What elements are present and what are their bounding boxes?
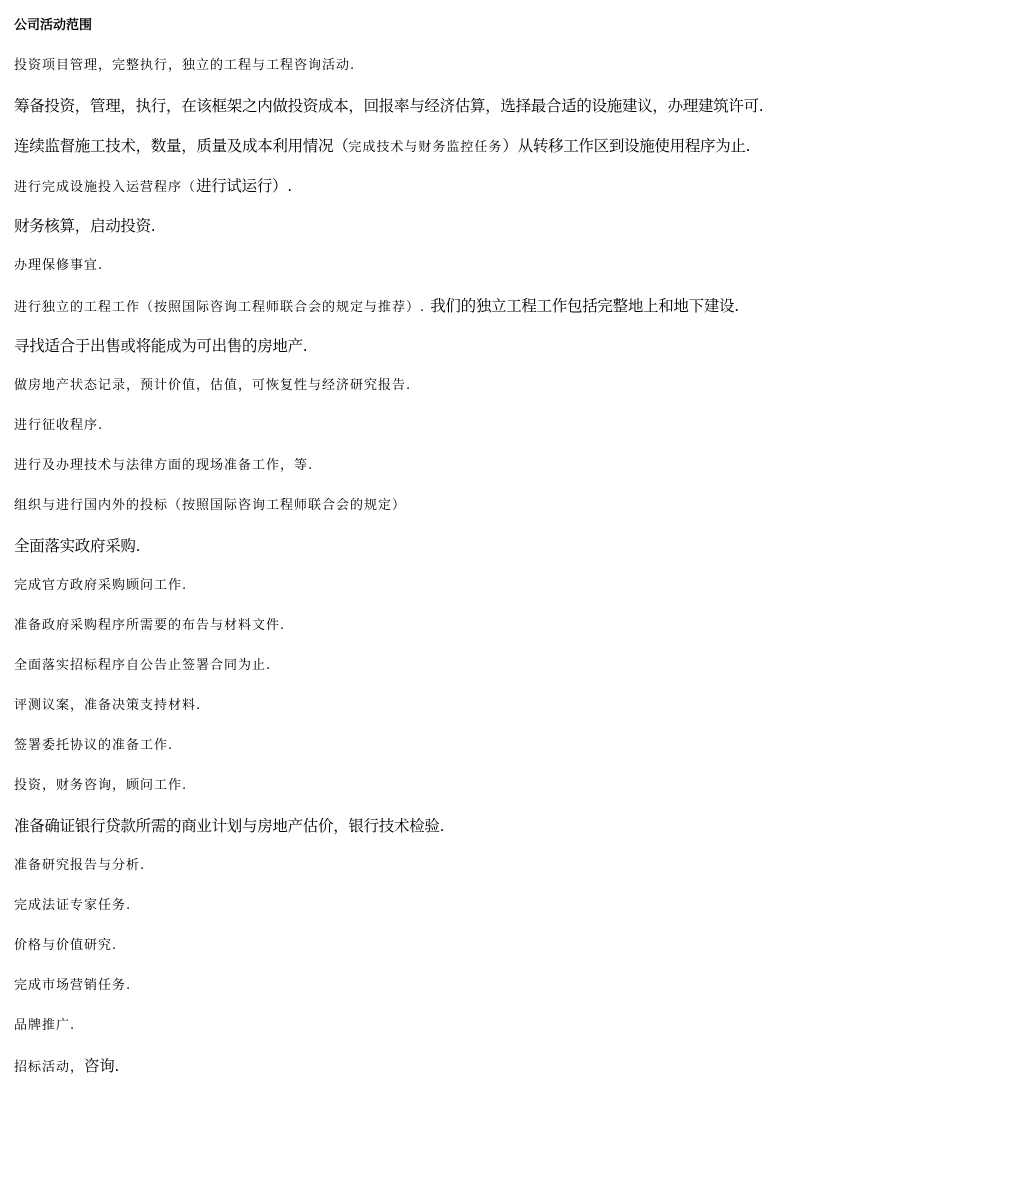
activity-line-agency-agreement: 签署委托协议的准备工作.	[14, 738, 174, 753]
activity-line-segment: ）从转移工作区到设施使用程序为止.	[502, 137, 751, 155]
activity-line-branding: 品牌推广.	[14, 1018, 76, 1033]
activity-line-financial-accounting: 财务核算，启动投资.	[14, 217, 156, 235]
activity-line-tenders: 组织与进行国内外的投标（按照国际咨询工程师联合会的规定）	[14, 498, 407, 513]
activity-line-commissioning	[14, 174, 1010, 214]
activity-line-expropriation: 进行征收程序.	[14, 418, 104, 433]
activity-line-tender-procedure: 全面落实招标程序自公告止签署合同为止.	[14, 658, 272, 673]
activity-line-construction-supervision	[14, 134, 1010, 174]
activity-line-segment: 我们的独立工程工作包括完整地上和地下建设.	[430, 297, 739, 315]
activity-line-financial-consulting: 投资，财务咨询，顾问工作.	[14, 778, 188, 793]
activity-line-segment: 进行独立的工程工作（按照国际咨询工程师联合会的规定与推荐）.	[14, 300, 426, 315]
activity-line-site-preparation: 进行及办理技术与法律方面的现场准备工作，等.	[14, 458, 314, 473]
activity-line-preparation-investment: 筹备投资，管理，执行，在该框架之内做投资成本，回报率与经济估算，选择最合适的设施建议，办理建筑许可.	[14, 97, 764, 115]
activity-line-independent-engineering	[14, 294, 1010, 334]
activity-line-investment-project-management: 投资项目管理，完整执行，独立的工程与工程咨询活动.	[14, 58, 356, 73]
activity-line-bank-loans: 准备确证银行贷款所需的商业计划与房地产估价，银行技术检验.	[14, 817, 445, 835]
activity-line-segment: 完成技术与财务监控任务	[348, 140, 503, 155]
activity-line-procurement-consulting: 完成官方政府采购顾问工作.	[14, 578, 188, 593]
activity-line-forensic-expert: 完成法证专家任务.	[14, 898, 132, 913]
activity-line-evaluation: 评测议案，准备决策支持材料.	[14, 698, 202, 713]
activity-line-price-value-study: 价格与价值研究.	[14, 938, 118, 953]
activity-line-warranty: 办理保修事宜.	[14, 258, 104, 273]
activity-line-real-estate-records: 做房地产状态记录，预计价值，估值，可恢复性与经济研究报告.	[14, 378, 412, 393]
activity-line-real-estate-search: 寻找适合于出售或将能成为可出售的房地产.	[14, 337, 308, 355]
activity-line-public-procurement: 全面落实政府采购.	[14, 537, 141, 555]
activity-line-segment: 连续监督施工技术，数量，质量及成本利用情况（	[14, 137, 349, 155]
activity-line-tendering-consulting	[14, 1054, 1010, 1094]
activity-line-segment: 咨询.	[84, 1057, 120, 1075]
activity-line-procurement-documents: 准备政府采购程序所需要的布告与材料文件.	[14, 618, 286, 633]
activity-line-segment: 招标活动，	[14, 1060, 85, 1075]
document-page	[14, 14, 1010, 1094]
activity-line-marketing: 完成市场营销任务.	[14, 978, 132, 993]
activity-line-research-reports: 准备研究报告与分析.	[14, 858, 146, 873]
activity-line-segment: 进行试运行）.	[196, 177, 292, 195]
activity-line-segment: 进行完成设施投入运营程序（	[14, 180, 197, 195]
document-title: 公司活动范围	[14, 18, 93, 33]
